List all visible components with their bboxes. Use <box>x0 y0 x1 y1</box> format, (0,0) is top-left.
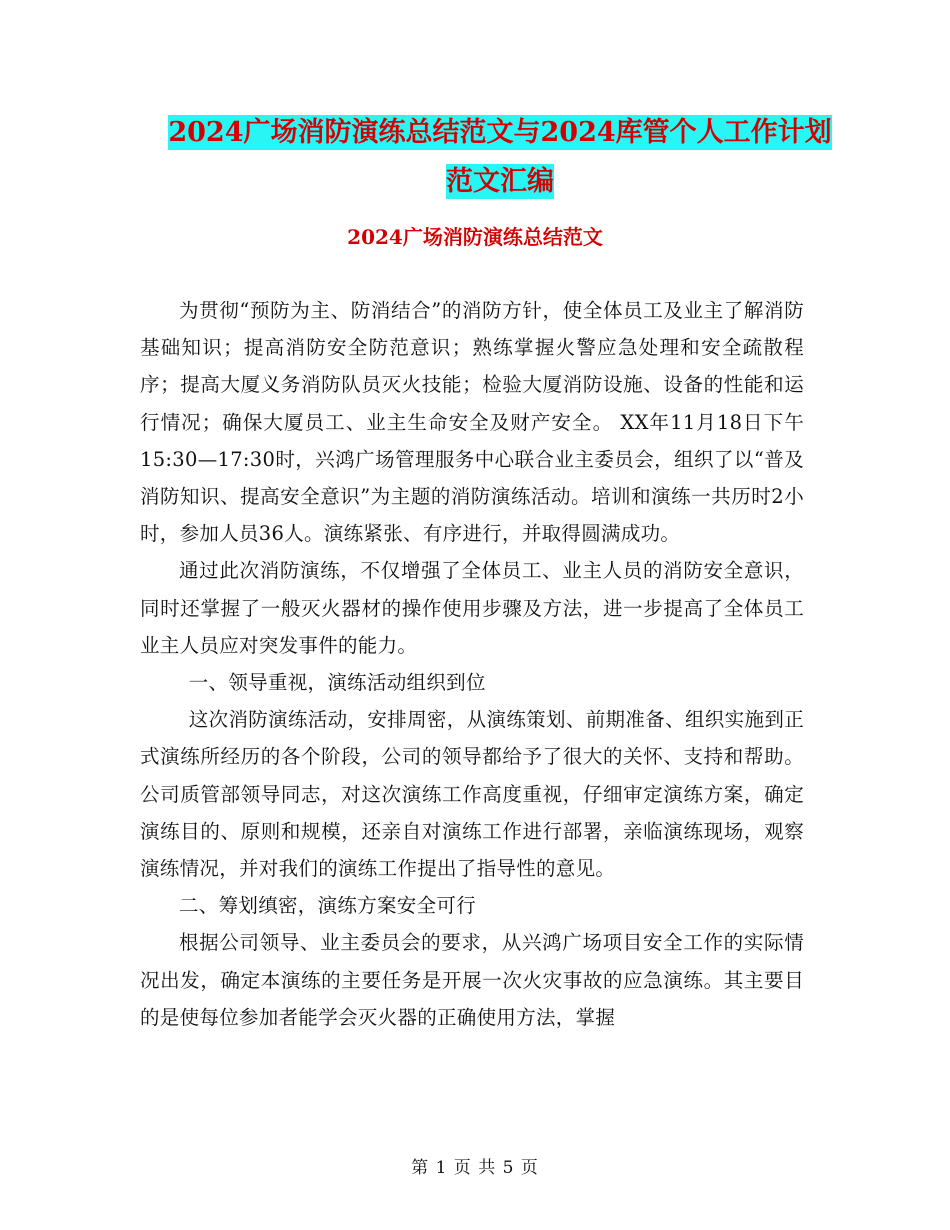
document-title-line1: 2024广场消防演练总结范文与2024库管个人工作计划 <box>168 117 832 148</box>
document-title-line2: 范文汇编 <box>446 166 554 197</box>
paragraph-summary: 通过此次消防演练，不仅增强了全体员工、业主人员的消防安全意识，同时还掌握了一般灭火器材的操作使用步骤及方法，进一步提高了全体员工业主人员应对突发事件的能力。 <box>140 559 804 657</box>
subheading-leadership: 一、领导重视，演练活动组织到位 <box>188 671 486 695</box>
paragraph-planning: 根据公司领导、业主委员会的要求，从兴鸿广场项目安全工作的实际情况出发，确定本演练的主要任务是开展一次火灾事故的应急演练。其主要目的是使每位参加者能学会灭火器的正确使用方法，掌握 <box>140 931 804 1029</box>
paragraph-intro: 为贯彻“预防为主、防消结合”的消防方针，使全体员工及业主了解消防基础知识；提高消防安全防范意识；熟练掌握火警应急处理和安全疏散程序；提高大厦义务消防队员灭火技能；检验大厦消防设施、设备的性能和运行情况；确保大厦员工、业主生命安全及财产安全。 XX年11月18日下午15:30—17:30时，兴鸿广场管理服务中心联合业主委员会，组织了以“普及消防知识、提高安全意识”为主题的消防演练活动。培训和演练一共历时2小时，参加人员36人。演练紧张、有序进行，并取得圆满成功。 <box>140 299 804 546</box>
section-title: 2024广场消防演练总结范文 <box>347 225 603 249</box>
subheading-planning: 二、筹划缜密，演练方案安全可行 <box>179 894 477 918</box>
page-number-footer: 第 1 页 共 5 页 <box>411 1158 539 1178</box>
paragraph-leadership: 这次消防演练活动，安排周密，从演练策划、前期准备、组织实施到正式演练所经历的各个阶段，公司的领导都给予了很大的关怀、支持和帮助。公司质管部领导同志，对这次演练工作高度重视，仔细审定演练方案，确定演练目的、原则和规模，还亲自对演练工作进行部署，亲临演练现场，观察演练情况，并对我们的演练工作提出了指导性的意见。 <box>140 708 804 881</box>
document-body <box>140 292 804 1036</box>
document-title <box>140 108 860 206</box>
